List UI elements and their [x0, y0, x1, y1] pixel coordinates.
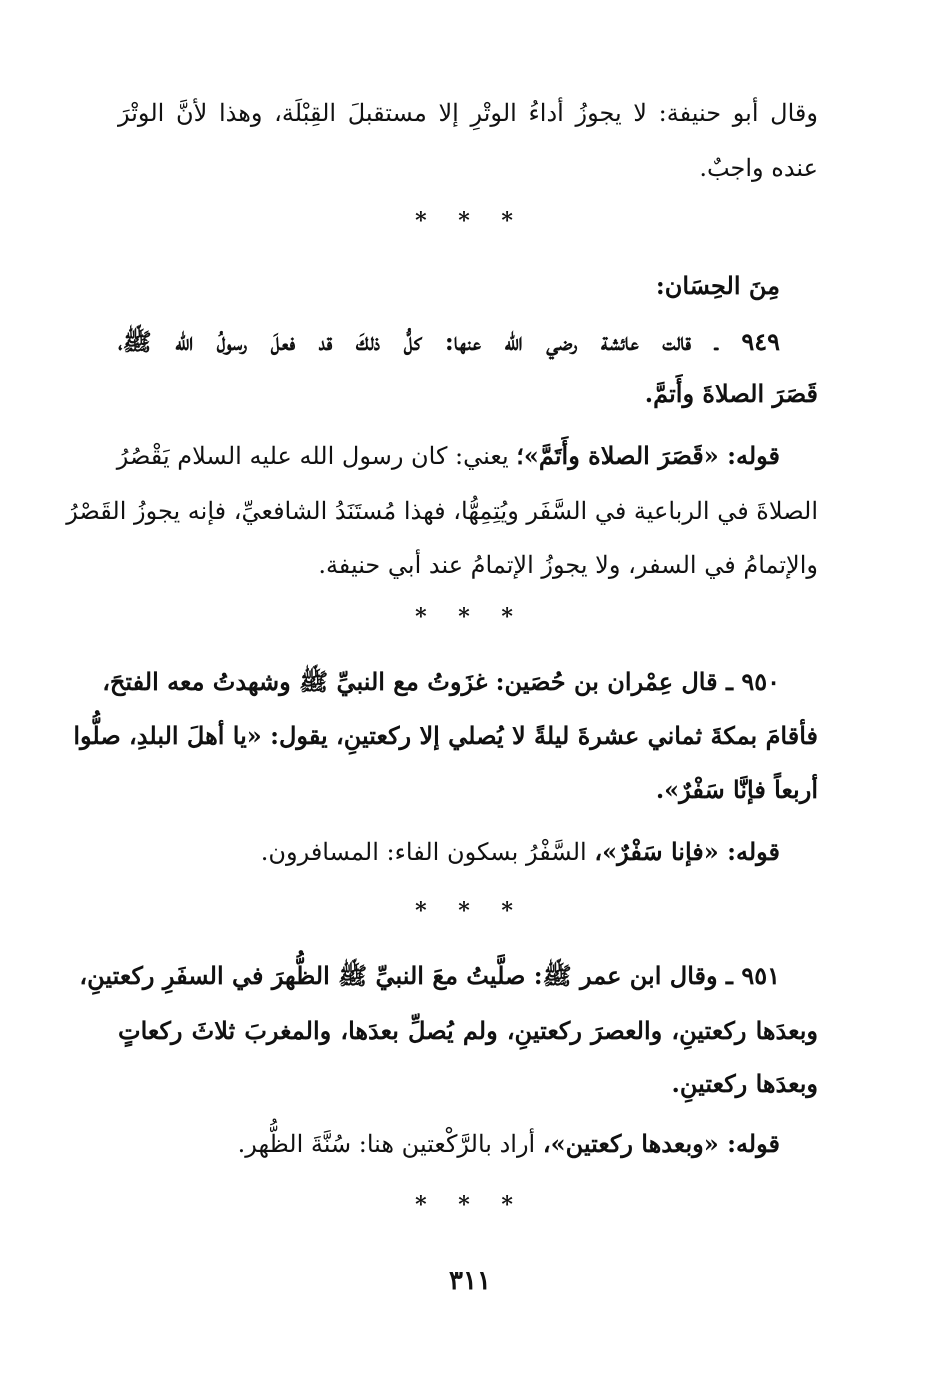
page-number: ٣١١ — [449, 1266, 491, 1296]
hadith-950-line-3: أربعاً فإنَّا سَفْرٌ». — [655, 775, 818, 804]
commentary-949-line-2: الصلاةَ في الرباعية في السَّفَر ويُتِمِهُّا، فهذا مُستَنَدُ الشافعيِّ، فإنه يجوزُ القَصْرُ — [66, 497, 818, 525]
paragraph-abu-hanifa-line-1: وقال أبو حنيفة: لا يجوزُ أداءُ الوتْرِ إلا مستقبلَ القِبْلَة، وهذا لأنَّ الوتْرَ — [118, 99, 818, 127]
commentary-949-line-1 — [118, 436, 780, 476]
hadith-950-line-2: فأقامَ بمكةَ ثماني عشرةَ ليلةً لا يُصلي إلا ركعتينِ، يقول: «يا أهلَ البلدِ، صلُّوا — [73, 721, 818, 750]
hadith-951-line-2: وبعدَها ركعتينِ، والعصرَ ركعتينِ، ولم يُصلِّ بعدَها، والمغربَ ثلاثَ ركعاتٍ — [118, 1016, 818, 1045]
hadith-951-line-3: وبعدَها ركعتينِ. — [671, 1069, 818, 1098]
hadith-949-line-1: ٩٤٩ ـ قالت عائشة رضي الله عنها: كلُّ ذلكَ قد فعلَ رسولُ الله ﷺ، — [118, 327, 780, 356]
commentary-text: السَّفْرُ بسكون الفاء: المسافرون. — [260, 838, 595, 866]
commentary-lead: قوله: «قَصَرَ الصلاة وأَتَمَّ»؛ — [516, 441, 780, 470]
commentary-text: يعني: كان رسول الله عليه السلام يَقْصُرُ — [116, 442, 517, 470]
hadith-949-line-2: قَصَرَ الصلاةَ وأَتمَّ. — [644, 379, 818, 408]
commentary-text: أراد بالرَّكْعتين هنا: سُنَّةَ الظُّهر. — [237, 1130, 543, 1158]
commentary-949-line-3: والإتمامُ في السفر، ولا يجوزُ الإتمامُ عند أبي حنيفة. — [318, 551, 818, 579]
commentary-lead: قوله: «فإنا سَفْرٌ»، — [594, 837, 780, 866]
section-heading: مِنَ الحِسَان: — [655, 271, 780, 300]
section-separator: * * * — [415, 1192, 525, 1218]
commentary-lead: قوله: «وبعدها ركعتين»، — [542, 1129, 780, 1158]
commentary-950 — [118, 832, 780, 872]
commentary-951 — [118, 1124, 780, 1164]
section-separator: * * * — [415, 208, 525, 234]
section-separator: * * * — [415, 604, 525, 630]
hadith-950-line-1: ٩٥٠ ـ قال عِمْران بن حُصَين: غزَوتُ مع النبيِّ ﷺ وشهدتُ معه الفتحَ، — [102, 667, 780, 696]
section-separator: * * * — [415, 898, 525, 924]
paragraph-abu-hanifa-line-2: عنده واجبٌ. — [699, 154, 818, 182]
hadith-951-line-1: ٩٥١ ـ وقال ابن عمر ﷺ: صلَّيتُ معَ النبيِّ ﷺ الظُّهرَ في السفَرِ ركعتينِ، — [79, 961, 780, 990]
